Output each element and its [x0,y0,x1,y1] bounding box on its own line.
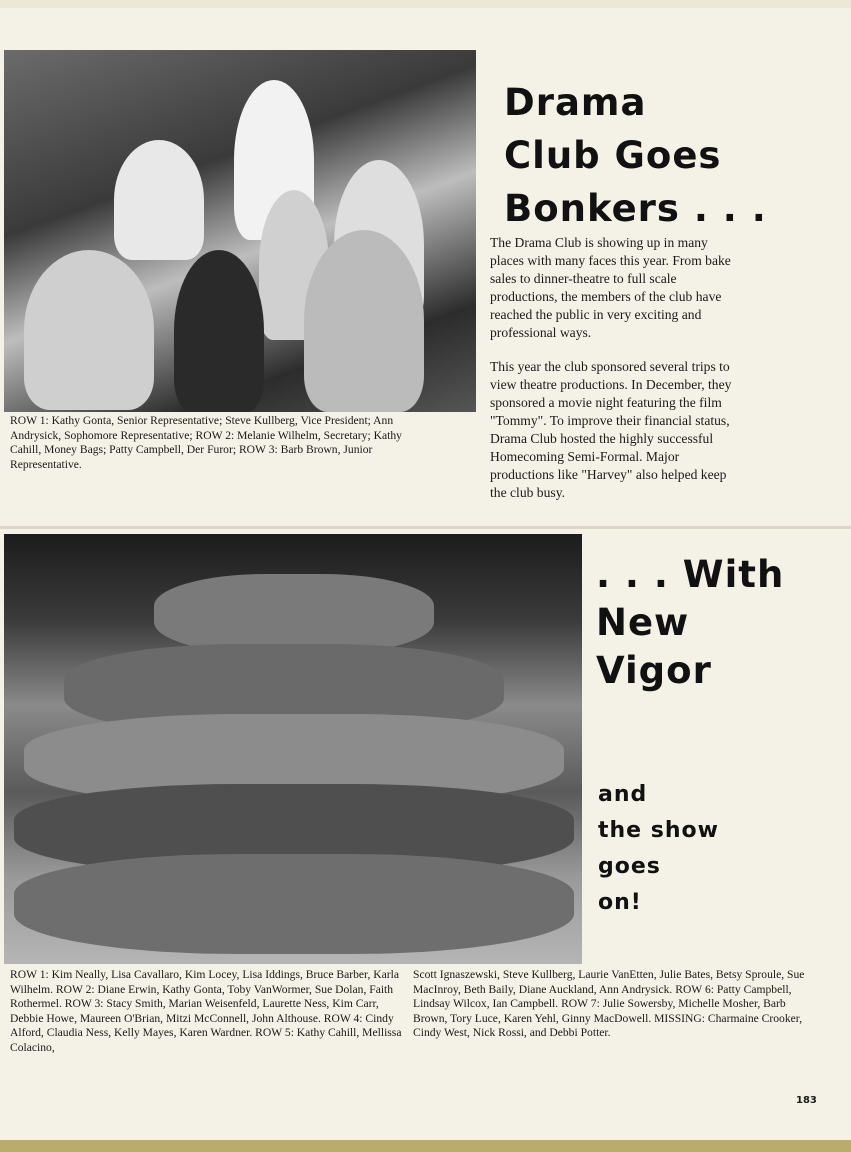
headline-line: Club Goes [504,134,722,177]
intro-paragraph: The Drama Club is showing up in many places with many faces this year. From bake sales to dinner-theatre to full scale productions, the members of the club have reached the public in very exciting and professional ways. [490,235,731,340]
page-top-edge [0,0,851,8]
headline-line: Drama [504,81,647,124]
headline-line: the show [598,818,719,843]
headline-line: Bonkers . . . [504,187,767,230]
headline-show-goes-on [598,777,798,921]
headline-line: and [598,782,648,807]
group-caption-left: ROW 1: Kim Neally, Lisa Cavallaro, Kim Locey, Lisa Iddings, Bruce Barber, Karla Wilhelm. ROW 2: Diane Erwin, Kathy Gonta, Toby VanWormer, Sue Dolan, Faith Rothermel. ROW 3: Stacy Smith, Marian Weisenfeld, Laurette Ness, Kim Carr, Debbie Howe, Maureen O'Brian, Mitzi McConnell, John Althouse. ROW 4: Cindy Alford, Claudia Ness, Kelly Mayes, Karen Wardner. ROW 5: Kathy Cahill, Mellissa Colacino, [10,968,402,1054]
second-paragraph: This year the club sponsored several trips to view theatre productions. In December, they sponsored a movie night featuring the film "Tommy". To improve their financial status, Drama Club hosted the highly successful Homecoming Semi-Formal. Major productions like "Harvey" also helped keep the club busy. [490,359,732,500]
headline-line: New [596,601,690,644]
headline-line: goes [598,854,661,879]
headline-line: . . . With [596,553,785,596]
officers-caption: ROW 1: Kathy Gonta, Senior Representative; Steve Kullberg, Vice President; Ann Andrysick, Sophomore Representative; ROW 2: Melanie Wilhelm, Secretary; Kathy Cahill, Money Bags; Patty Campbell, Der Furor; ROW 3: Barb Brown, Junior Representative. [10,414,402,471]
officers-photo [4,50,476,412]
headline-line: Vigor [596,649,712,692]
headline-new-vigor [596,551,836,695]
group-caption-right: Scott Ignaszewski, Steve Kullberg, Laurie VanEtten, Julie Bates, Betsy Sproule, Sue MacInroy, Beth Baily, Diane Auckland, Ann Andrysick. ROW 6: Patty Campbell, Lindsay Wilcox, Ian Campbell. ROW 7: Julie Sowersby, Michelle Mosher, Barb Brown, Tory Luce, Karen Yehl, Ginny MacDowell. MISSING: Charmaine Crooker, Cindy West, Nick Rossi, and Debbi Potter. [413,968,805,1040]
headline-line: on! [598,890,642,915]
group-photo [4,534,582,964]
section-divider [0,526,851,529]
page-bottom-edge [0,1140,851,1152]
headline-drama-club [504,76,844,235]
page-number: 183 [796,1095,817,1106]
